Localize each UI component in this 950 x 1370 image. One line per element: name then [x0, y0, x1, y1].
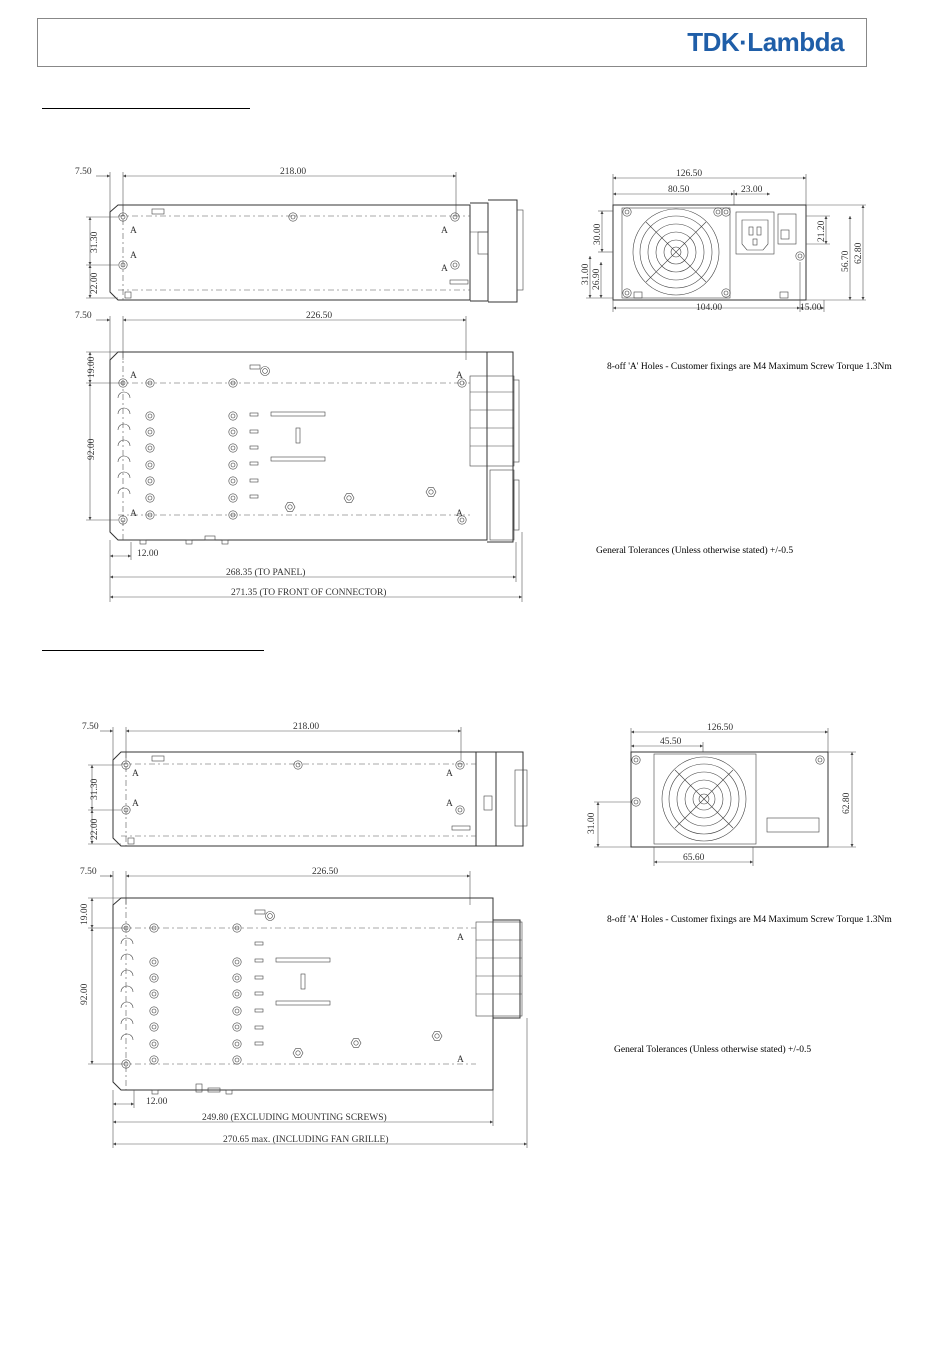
s2-top-dim-width: 218.00: [293, 722, 320, 732]
s2-top-view: [82, 722, 527, 846]
s1-bottom-dim-width: 226.50: [306, 311, 333, 321]
tdk-lambda-logo: TDK·Lambda: [687, 27, 844, 57]
s1-end-dim-a: 80.50: [668, 185, 690, 195]
s1-end-dim-i: 104.00: [696, 303, 723, 313]
s2-end-dim-d: 65.60: [683, 853, 705, 863]
s1-bottom-dim-h1: 19.00: [87, 356, 97, 378]
s2-end-dim-a: 45.50: [660, 737, 682, 747]
s1-top-hole-label-1: A: [130, 226, 137, 236]
s1-bottom-hole-label-3: A: [456, 371, 463, 381]
s2-bottom-dim-h2: 92.00: [80, 983, 90, 1005]
s2-end-dim-b: 31.00: [587, 812, 597, 834]
s1-end-dim-f: 62.80: [854, 242, 864, 264]
s1-end-dim-h: 26.90: [592, 268, 602, 290]
s1-bottom-dim-connector: 271.35 (TO FRONT OF CONNECTOR): [231, 588, 387, 598]
s1-top-dim-h1: 31.30: [90, 231, 100, 253]
s1-bottom-hole-label-1: A: [130, 371, 137, 381]
s1-top-dim-width: 218.00: [280, 167, 307, 177]
s1-bottom-view: [75, 311, 522, 602]
s1-end-dim-j: 15.00: [800, 303, 822, 313]
s2-top-hole-label-4: A: [446, 799, 453, 809]
s2-top-dim-h1: 31.30: [90, 778, 100, 800]
s2-bottom-dim-grille: 270.65 max. (INCLUDING FAN GRILLE): [223, 1135, 389, 1145]
s1-end-dim-d: 21.20: [817, 220, 827, 242]
s1-top-dim-left: 7.50: [75, 167, 92, 177]
s2-bottom-dim-offset: 12.00: [146, 1097, 168, 1107]
s2-top-dim-left: 7.50: [82, 722, 99, 732]
s1-end-dim-c: 30.00: [593, 223, 603, 245]
s1-bottom-hole-label-4: A: [456, 509, 463, 519]
s2-end-view: [587, 723, 856, 866]
s1-bottom-dim-panel: 268.35 (TO PANEL): [226, 568, 306, 578]
s1-bottom-hole-label-2: A: [130, 509, 137, 519]
section2-holes-note: 8-off 'A' Holes - Customer fixings are M4 Maximum Screw Torque 1.3Nm: [607, 915, 892, 925]
s2-top-hole-label-3: A: [446, 769, 453, 779]
s1-bottom-dim-h2: 92.00: [87, 438, 97, 460]
s2-bottom-dim-left: 7.50: [80, 867, 97, 877]
s1-bottom-dim-offset: 12.00: [137, 549, 159, 559]
s2-bottom-hole-label-1: A: [457, 933, 464, 943]
s2-bottom-dim-h1: 19.00: [80, 903, 90, 925]
s2-bottom-dim-screws: 249.80 (EXCLUDING MOUNTING SCREWS): [202, 1113, 387, 1123]
section1-tolerance-note: General Tolerances (Unless otherwise stated) +/-0.5: [596, 546, 794, 556]
s1-end-dim-g: 31.00: [581, 263, 591, 285]
s1-end-dim-total: 126.50: [676, 169, 703, 179]
s1-top-hole-label-2: A: [130, 251, 137, 261]
s2-bottom-dim-width: 226.50: [312, 867, 339, 877]
s1-top-view: [75, 167, 523, 302]
section2-tolerance-note: General Tolerances (Unless otherwise stated) +/-0.5: [614, 1045, 812, 1055]
s1-end-view: [581, 169, 866, 313]
s1-bottom-dim-left: 7.50: [75, 311, 92, 321]
s2-end-dim-total: 126.50: [707, 723, 734, 733]
s1-end-dim-e: 56.70: [841, 250, 851, 272]
s1-top-dim-h2: 22.00: [90, 272, 100, 294]
s2-bottom-hole-label-2: A: [457, 1055, 464, 1065]
s2-top-hole-label-2: A: [132, 799, 139, 809]
s1-top-hole-label-4: A: [441, 264, 448, 274]
s1-end-dim-b: 23.00: [741, 185, 763, 195]
s2-end-dim-c: 62.80: [842, 792, 852, 814]
s2-top-hole-label-1: A: [132, 769, 139, 779]
section1-holes-note: 8-off 'A' Holes - Customer fixings are M4 Maximum Screw Torque 1.3Nm: [607, 362, 892, 372]
s1-top-hole-label-3: A: [441, 226, 448, 236]
s2-bottom-view: [80, 867, 527, 1148]
s2-top-dim-h2: 22.00: [90, 818, 100, 840]
